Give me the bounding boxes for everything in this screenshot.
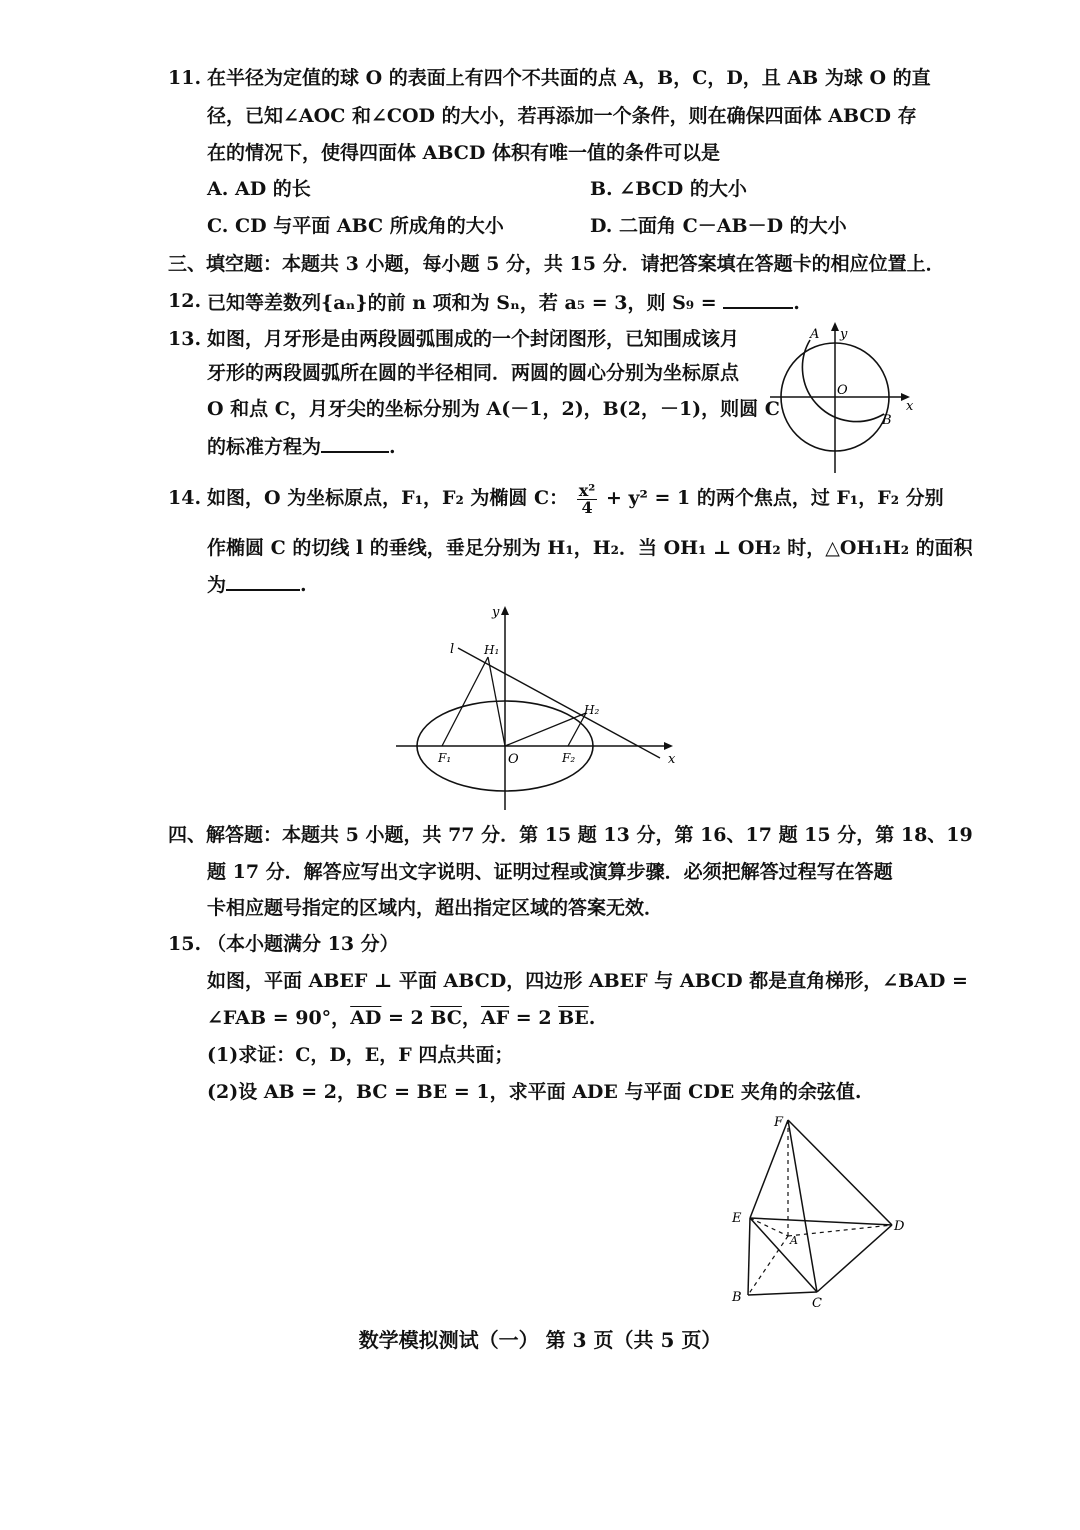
q13-line-2: 牙形的两段圆弧所在圆的半径相同．两圆的圆心分别为坐标原点 (207, 362, 740, 384)
q13-line-1: 如图，月牙形是由两段圆弧围成的一个封闭图形，已知围成该月 (207, 328, 740, 350)
section-4-line-3: 卡相应题号指定的区域内，超出指定区域的答案无效． (207, 897, 664, 919)
q14-line-1b: + y² = 1 的两个焦点，过 F₁，F₂ 分别 (605, 487, 944, 509)
q15-edge-bc (748, 1292, 817, 1295)
q13-label-x: x (906, 399, 914, 414)
section-4-line-2: 题 17 分．解答应写出文字说明、证明过程或演算步骤．必须把解答过程写在答题 (207, 861, 893, 883)
q14-label-h2: H₂ (584, 703, 600, 717)
q15-sep: ， (461, 1007, 481, 1029)
q15-label-f: F (774, 1115, 784, 1130)
q15-part-2: (2)设 AB = 2，BC = BE = 1，求平面 ADE 与平面 CDE 夹角的余弦值. (207, 1081, 862, 1103)
section-4-line-1: 四、解答题：本题共 5 小题，共 77 分．第 15 题 13 分，第 16、17 题 15 分，第 18、19 (168, 824, 973, 846)
q14-label-f2: F₂ (562, 751, 576, 765)
q14-label-l: l (450, 642, 455, 657)
q15-label-d: D (894, 1219, 905, 1234)
q14-line-3b: . (300, 574, 307, 596)
q14-label-o: O (508, 752, 519, 767)
q14-label-h1: H₁ (484, 643, 500, 657)
q11-option-c: C. CD 与平面 ABC 所成角的大小 (207, 215, 504, 237)
q15-vector-bc: $\overline{BC}$ (430, 1007, 462, 1029)
q15-line-2a: ∠FAB = 90°， (207, 1007, 351, 1029)
q15-part-1: (1)求证：C，D，E，F 四点共面； (207, 1044, 514, 1066)
q14-label-f1: F₁ (438, 751, 452, 765)
q12-answer-blank (723, 289, 793, 309)
q13-crescent-figure (760, 318, 920, 478)
q11-number: 11. (168, 67, 202, 89)
q13-line-4a: 的标准方程为 (207, 436, 322, 458)
q13-number: 13. (168, 328, 202, 350)
q15-edge-ed (750, 1218, 892, 1225)
q12-text (207, 289, 800, 315)
page-footer: 数学模拟测试（一） 第 3 页（共 5 页） (358, 1328, 722, 1352)
q15-heading: （本小题满分 13 分） (207, 933, 399, 955)
q13-label-a: A (810, 327, 820, 342)
q14-y-arrow (501, 606, 509, 615)
q15-eq-2: = 2 (509, 1007, 559, 1029)
q15-vector-af: $\overline{AF}$ (480, 1007, 510, 1029)
q12-text-a: 已知等差数列{aₙ}的前 n 项和为 Sₙ，若 a₅ = 3，则 S₉ = (207, 292, 717, 314)
q14-o-h2 (505, 713, 586, 746)
q11-line-1: 在半径为定值的球 O 的表面上有四个不共面的点 A，B，C，D，且 AB 为球 O 的直 (207, 67, 931, 89)
q13-line-4b: . (389, 436, 396, 458)
q14-label-x: x (668, 752, 676, 767)
q13-line-3: O 和点 C，月牙尖的坐标分别为 A(－1，2)，B(2，－1)，则圆 C (207, 398, 780, 420)
q15-vector-ad: $\overline{AD}$ (350, 1007, 382, 1029)
q15-number: 15. (168, 933, 202, 955)
q13-answer-blank (321, 433, 389, 453)
q13-line-4 (207, 433, 396, 459)
q11-line-2: 径，已知∠AOC 和∠COD 的大小，若再添加一个条件，则在确保四面体 ABCD 存 (207, 105, 917, 127)
q15-line-1: 如图，平面 ABEF ⊥ 平面 ABCD，四边形 ABEF 与 ABCD 都是直角梯形，∠BAD = (207, 970, 968, 992)
q15-label-e: E (732, 1211, 742, 1226)
q13-arc-c (802, 340, 884, 422)
q13-label-b: B (882, 413, 892, 428)
q14-line-3a: 为 (207, 574, 227, 596)
q11-option-d: D. 二面角 C－AB－D 的大小 (590, 215, 847, 237)
q15-label-c: C (812, 1296, 822, 1311)
q13-label-y: y (840, 327, 848, 342)
q15-edge-ea-hidden (750, 1218, 788, 1236)
q14-fraction-bottom: 4 (581, 497, 593, 517)
q15-edge-ab-hidden (748, 1236, 788, 1295)
q11-line-3: 在的情况下，使得四面体 ABCD 体积有唯一值的条件可以是 (207, 142, 720, 164)
q14-line-1a: 如图，O 为坐标原点，F₁，F₂ 为椭圆 C： (207, 487, 569, 509)
q14-label-y: y (492, 605, 500, 620)
q14-line-2: 作椭圆 C 的切线 l 的垂线，垂足分别为 H₁，H₂．当 OH₁ ⊥ OH₂ 时，△OH₁H₂ 的面积 (207, 537, 973, 559)
q15-solid-figure (722, 1108, 922, 1313)
q14-line-3 (207, 571, 307, 597)
q15-edge-ef (750, 1120, 788, 1218)
section-3-heading: 三、填空题：本题共 3 小题，每小题 5 分，共 15 分．请把答案填在答题卡的相应位置上． (168, 253, 945, 275)
q11-option-a: A. AD 的长 (207, 178, 311, 200)
q14-line-1 (207, 482, 944, 516)
q14-tangent-l (458, 648, 660, 758)
q13-y-arrow (831, 322, 839, 331)
q14-fraction-top: x² (578, 480, 596, 500)
q15-end: . (588, 1007, 596, 1029)
q12-number: 12. (168, 290, 202, 312)
q14-f1-h1 (442, 657, 488, 746)
q15-eq-1: = 2 (381, 1007, 431, 1029)
q15-edge-ad-hidden (788, 1225, 892, 1236)
q14-answer-blank (226, 571, 300, 591)
q14-number: 14. (168, 487, 202, 509)
q12-text-b: . (793, 292, 800, 314)
q14-x-arrow (664, 742, 673, 750)
q11-option-b: B. ∠BCD 的大小 (590, 178, 747, 200)
q15-label-a: A (790, 1234, 798, 1247)
q14-f2-h2 (568, 713, 586, 746)
q14-fraction (577, 480, 598, 517)
q15-line-2 (207, 1006, 595, 1030)
q15-edge-cd (817, 1225, 892, 1292)
q15-vector-be: $\overline{BE}$ (558, 1007, 589, 1029)
q15-edge-eb (748, 1218, 750, 1295)
q15-label-b: B (732, 1290, 742, 1305)
q13-label-o: O (837, 383, 848, 398)
q14-ellipse-figure (388, 600, 688, 815)
